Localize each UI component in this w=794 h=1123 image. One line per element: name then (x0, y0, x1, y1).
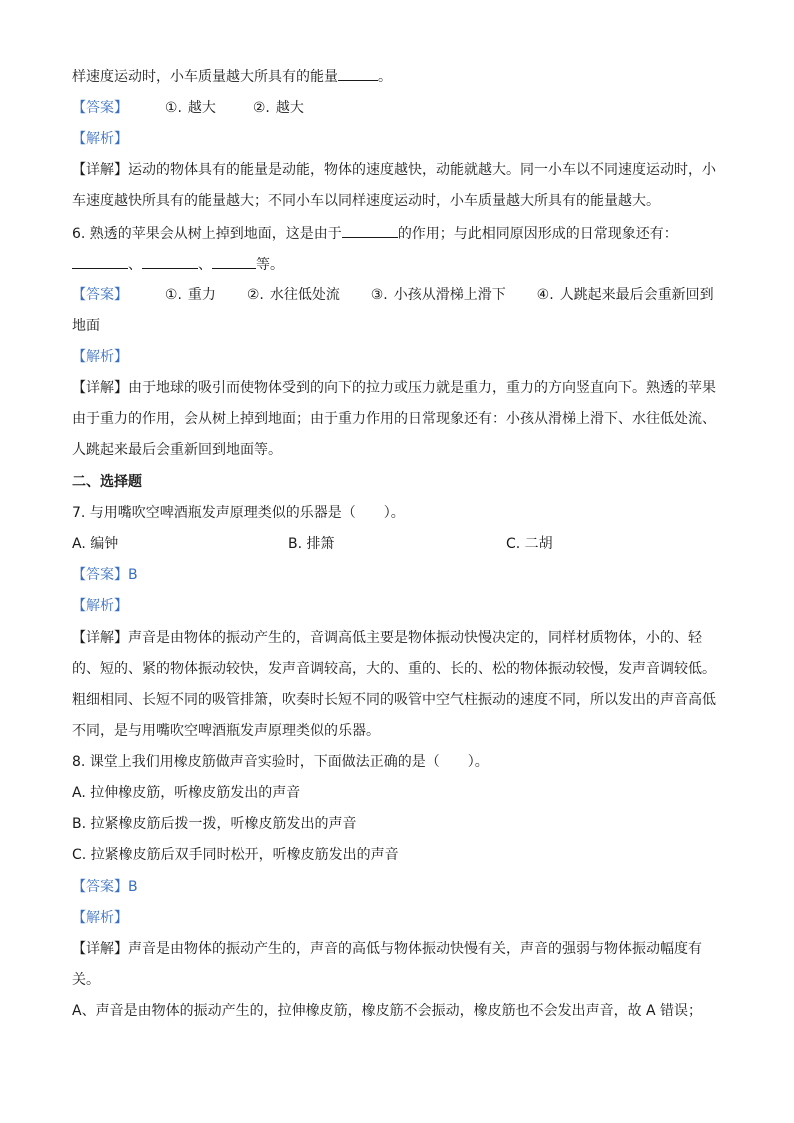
q8-detail-line: 【详解】声音是由物体的振动产生的，声音的高低与物体振动快慢有关，声音的强弱与物体振动幅度有 (72, 941, 702, 957)
q6-analysis-label: 【解析】 (72, 349, 128, 365)
q7-detail-line: 的、短的、紧的物体振动较快，发声音调较高，大的、重的、长的、松的物体振动较慢，发声音调较低。 (72, 661, 716, 677)
q7-answer: 【答案】B (72, 567, 138, 583)
q5-analysis-label: 【解析】 (72, 131, 128, 147)
q5-stem-end: 样速度运动时，小车质量越大所具有的能量 。 (72, 66, 392, 87)
q6-stem-blanks: 、 、 等。 (72, 254, 284, 275)
section-title: 二、选择题 (72, 474, 142, 490)
answer-blank (142, 254, 198, 269)
q6-detail-line: 由于重力的作用，会从树上掉到地面；由于重力作用的日常现象还有：小孩从滑梯上滑下、水往低处流、 (72, 411, 716, 427)
q8-analysis-label: 【解析】 (72, 910, 128, 926)
q5-detail-line: 车速度越快所具有的能量越大；不同小车以同样速度运动时，小车质量越大所具有的能量越大。 (72, 193, 660, 209)
q7-option-a: A. 编钟 (72, 536, 119, 552)
q8-option-b: B. 拉紧橡皮筋后拨一拨，听橡皮筋发出的声音 (72, 816, 357, 832)
answer-blank (342, 223, 398, 238)
answer-blank (212, 254, 256, 269)
q8-option-a: A. 拉伸橡皮筋，听橡皮筋发出的声音 (72, 785, 301, 801)
q8-answer: 【答案】B (72, 879, 138, 895)
q7-detail-line: 粗细相同、长短不同的吸管排箫，吹奏时长短不同的吸管中空气柱振动的速度不同，所以发出的声音高低 (72, 692, 716, 708)
q8-detail-line: 关。 (72, 972, 100, 988)
q7-detail-line: 不同，是与用嘴吹空啤酒瓶发声原理类似的乐器。 (72, 723, 380, 739)
q7-analysis-label: 【解析】 (72, 598, 128, 614)
q8-detail-line: A、声音是由物体的振动产生的，拉伸橡皮筋，橡皮筋不会振动，橡皮筋也不会发出声音，故 A 错误； (72, 1003, 703, 1019)
q5-detail-line: 【详解】运动的物体具有的能量是动能，物体的速度越快，动能就越大。同一小车以不同速度运动时，小 (72, 162, 716, 178)
q8-stem: 8. 课堂上我们用橡皮筋做声音实验时，下面做法正确的是（ ）。 (72, 754, 489, 770)
q6-detail-line: 人跳起来最后会重新回到地面等。 (72, 442, 282, 458)
q7-detail-line: 【详解】声音是由物体的振动产生的，音调高低主要是物体振动快慢决定的，同样材质物体，小的、轻 (72, 630, 702, 646)
answer-blank (72, 254, 128, 269)
q7-stem: 7. 与用嘴吹空啤酒瓶发声原理类似的乐器是（ ）。 (72, 505, 405, 521)
q6-answer: 【答案】 ①. 重力 ②. 水往低处流 ③. 小孩从滑梯上滑下 ④. 人跳起来最后会重新回到 (72, 287, 714, 303)
q7-option-c: C. 二胡 (506, 536, 553, 552)
answer-blank (338, 66, 378, 81)
q5-answer: 【答案】 ①. 越大 ②. 越大 (72, 100, 304, 116)
q8-option-c: C. 拉紧橡皮筋后双手同时松开，听橡皮筋发出的声音 (72, 847, 399, 863)
q6-answer-wrap: 地面 (72, 318, 100, 334)
q6-detail-line: 【详解】由于地球的吸引而使物体受到的向下的拉力或压力就是重力，重力的方向竖直向下。熟透的苹果 (72, 380, 716, 396)
q7-option-b: B. 排箫 (288, 536, 335, 552)
q6-stem: 6. 熟透的苹果会从树上掉到地面，这是由于 的作用；与此相同原因形成的日常现象还有： (72, 223, 678, 244)
